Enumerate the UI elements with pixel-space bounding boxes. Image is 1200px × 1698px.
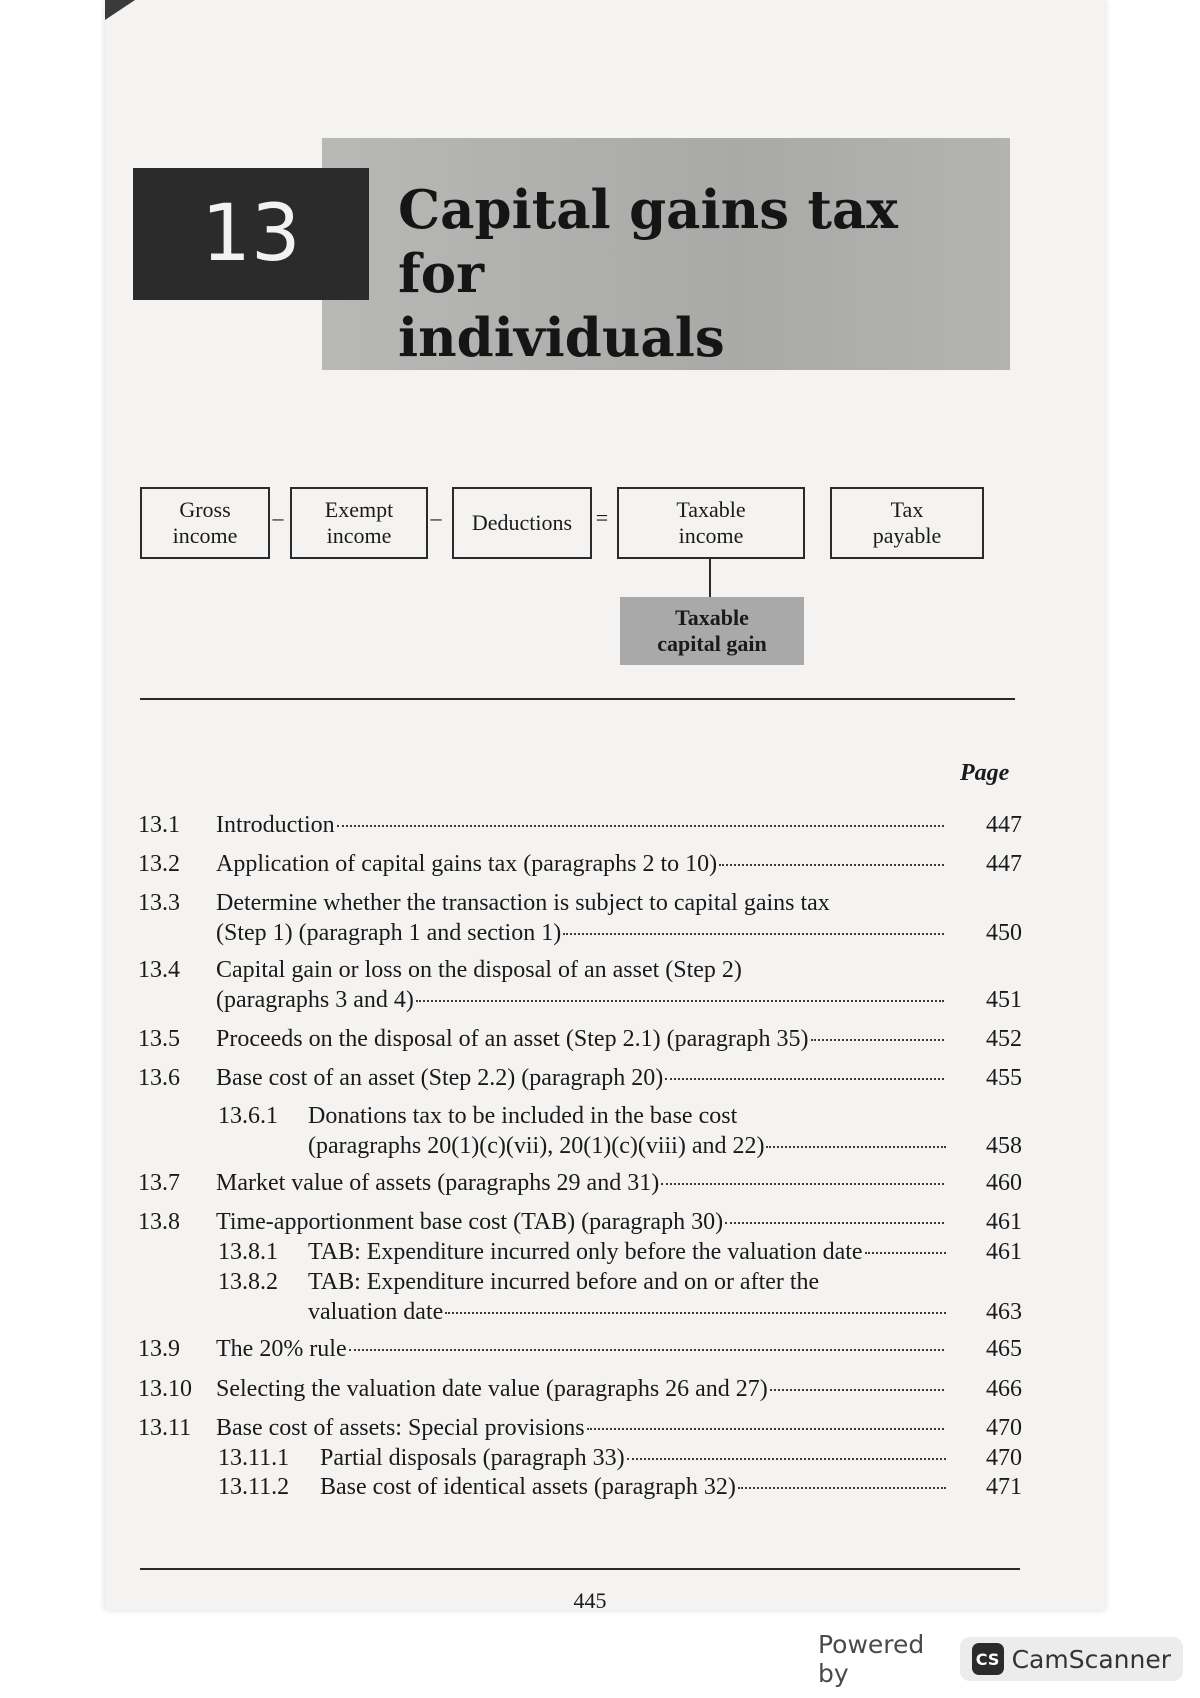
toc-entry-page: 460	[986, 1170, 1022, 1196]
dot-leader	[416, 1000, 944, 1002]
toc-entry-title: (paragraphs 20(1)(c)(vii), 20(1)(c)(viii) and 22)	[308, 1133, 765, 1159]
minus-operator: –	[430, 505, 442, 530]
equals-operator: =	[595, 505, 609, 530]
toc-entry-title: Capital gain or loss on the disposal of an asset (Step 2)	[216, 957, 742, 983]
toc-entry-number: 13.11.2	[218, 1474, 290, 1500]
toc-entry-number: 13.5	[138, 1026, 180, 1052]
dot-leader	[770, 1389, 944, 1391]
minus-operator: –	[272, 505, 284, 530]
toc-entry-number: 13.6	[138, 1065, 180, 1091]
toc-entry-number: 13.2	[138, 851, 180, 877]
dot-leader	[719, 864, 944, 866]
toc-entry-title: Proceeds on the disposal of an asset (Step 2.1) (paragraph 35)	[216, 1026, 809, 1052]
toc-entry-number: 13.8.2	[218, 1269, 278, 1295]
box-label: income	[326, 523, 392, 548]
camscanner-brand	[960, 1637, 1183, 1681]
box-label: Gross	[179, 497, 231, 522]
chapter-title	[398, 178, 998, 370]
dot-leader	[738, 1487, 946, 1489]
toc-entry-title: Selecting the valuation date value (paragraphs 26 and 27)	[216, 1376, 768, 1402]
box-label: Taxable	[675, 605, 749, 630]
toc-entry-page: 452	[986, 1026, 1022, 1052]
toc-entry-page: 447	[986, 812, 1022, 838]
toc-entry-number: 13.4	[138, 957, 180, 983]
toc-entry-number: 13.1	[138, 812, 180, 838]
toc-entry-title: Partial disposals (paragraph 33)	[320, 1445, 625, 1471]
toc-entry-page: 455	[986, 1065, 1022, 1091]
toc-entry-title: Time-apportionment base cost (TAB) (paragraph 30)	[216, 1209, 724, 1235]
toc-entry-title: Market value of assets (paragraphs 29 and 31)	[216, 1170, 660, 1196]
dot-leader	[563, 933, 944, 935]
page-column-header: Page	[960, 760, 1010, 786]
toc-entry-page: 461	[986, 1209, 1022, 1235]
dot-leader	[445, 1312, 946, 1314]
dot-leader	[865, 1252, 946, 1254]
toc-entry-title: TAB: Expenditure incurred before and on or after the	[308, 1269, 820, 1295]
toc-entry-title: Base cost of identical assets (paragraph 32)	[320, 1474, 736, 1500]
toc-entry-page: 471	[986, 1474, 1022, 1500]
gross-income-box	[140, 487, 270, 559]
page-number: 445	[573, 1588, 607, 1613]
tax-payable-box	[830, 487, 984, 559]
toc-entry-page: 450	[986, 920, 1022, 946]
camscanner-brand-name: CamScanner	[1011, 1644, 1171, 1674]
toc-entry-number: 13.3	[138, 890, 180, 916]
box-label: capital gain	[657, 631, 767, 656]
toc-entry-page: 447	[986, 851, 1022, 877]
toc-entry-page: 466	[986, 1376, 1022, 1402]
dot-leader	[661, 1183, 944, 1185]
toc-entry-title: The 20% rule	[216, 1336, 347, 1362]
dot-leader	[587, 1428, 944, 1430]
section-divider	[140, 698, 1015, 700]
camscanner-watermark	[818, 1630, 1183, 1688]
toc-entry-number: 13.9	[138, 1336, 180, 1362]
dot-leader	[811, 1039, 945, 1041]
toc-entry-title: (Step 1) (paragraph 1 and section 1)	[216, 920, 562, 946]
box-label: Exempt	[324, 497, 394, 522]
toc-entry-number: 13.10	[138, 1376, 192, 1402]
box-label: income	[678, 523, 744, 548]
dot-leader	[665, 1078, 944, 1080]
box-label: income	[172, 523, 238, 548]
toc-entry-number: 13.11	[138, 1415, 192, 1441]
toc-entry-title: Application of capital gains tax (paragraphs 2 to 10)	[216, 851, 718, 877]
toc-entry-title: valuation date	[308, 1299, 444, 1325]
toc-entry-number: 13.8	[138, 1209, 180, 1235]
dot-leader	[349, 1349, 944, 1351]
connector-line	[709, 557, 711, 597]
chapter-title-line: individuals	[398, 307, 725, 369]
toc-entry-title: Introduction	[216, 812, 335, 838]
toc-entry-number: 13.8.1	[218, 1239, 278, 1265]
dot-leader	[725, 1222, 944, 1224]
toc-entry-title: Donations tax to be included in the base cost	[308, 1103, 738, 1129]
toc-entry-page: 461	[986, 1239, 1022, 1265]
toc-entry-page: 451	[986, 987, 1022, 1013]
box-label: Tax	[890, 497, 924, 522]
chapter-number: 13	[133, 168, 369, 300]
camscanner-logo-icon: CS	[972, 1643, 1004, 1675]
toc-entry-number: 13.11.1	[218, 1445, 290, 1471]
toc-entry-number: 13.7	[138, 1170, 180, 1196]
toc-entry-title: Base cost of an asset (Step 2.2) (paragraph 20)	[216, 1065, 664, 1091]
taxable-income-box	[617, 487, 805, 559]
dot-leader	[627, 1458, 946, 1460]
dot-leader	[337, 825, 944, 827]
chapter-title-line: Capital gains tax for	[398, 179, 898, 305]
deductions-box	[452, 487, 592, 559]
box-label: Taxable	[676, 497, 746, 522]
toc-entry-title: Base cost of assets: Special provisions	[216, 1415, 585, 1441]
toc-entry-title: (paragraphs 3 and 4)	[216, 987, 414, 1013]
toc-entry-page: 470	[986, 1445, 1022, 1471]
toc-entry-page: 463	[986, 1299, 1022, 1325]
taxable-capital-gain-box	[620, 597, 804, 665]
toc-entry-title: Determine whether the transaction is subject to capital gains tax	[216, 890, 830, 916]
toc-entry-title: TAB: Expenditure incurred only before the valuation date	[308, 1239, 863, 1265]
powered-by-label: Powered by	[818, 1630, 925, 1688]
toc-entry-page: 465	[986, 1336, 1022, 1362]
toc-entry-page: 458	[986, 1133, 1022, 1159]
box-label: payable	[872, 523, 942, 548]
toc-entry-number: 13.6.1	[218, 1103, 278, 1129]
exempt-income-box	[290, 487, 428, 559]
dot-leader	[766, 1146, 946, 1148]
toc-entry-page: 470	[986, 1415, 1022, 1441]
footer-divider	[140, 1568, 1020, 1570]
box-label: Deductions	[471, 510, 573, 535]
